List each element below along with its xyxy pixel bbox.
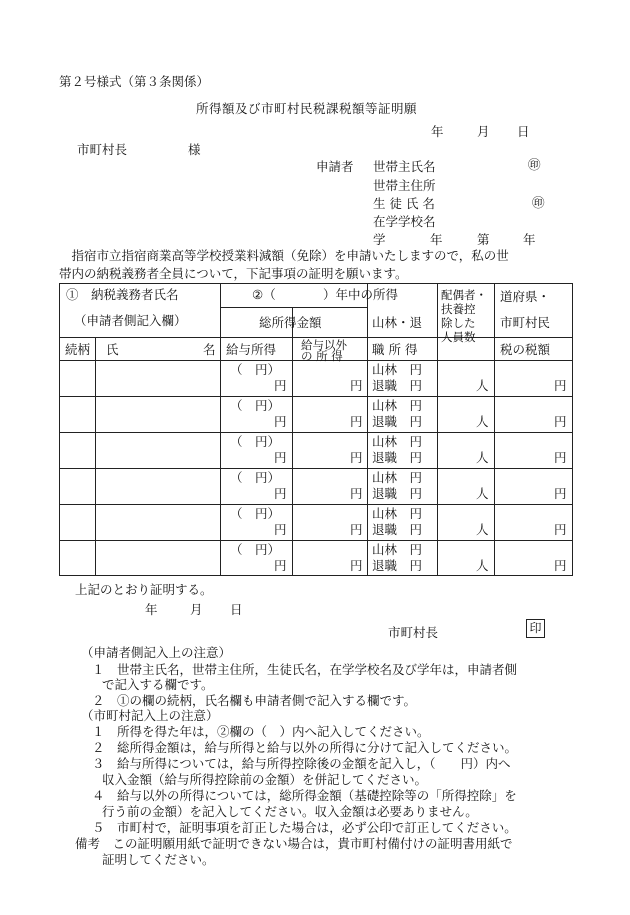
- applicant-notes-title: （申請者側記入上の注意）: [81, 645, 232, 660]
- applicant-note-2: ２ ①の欄の続柄，氏名欄も申請者側で記入する欄です。: [92, 693, 417, 708]
- header-name-a: 氏: [106, 342, 119, 357]
- row-salary-yen: 円: [274, 522, 287, 537]
- municipal-note-3-line-1: ３ 給与所得については，給与所得控除後の金額を記入し，（ 円）内へ: [92, 756, 511, 771]
- municipal-notes-title: （市町村記入上の注意）: [81, 708, 219, 723]
- row-tax-yen: 円: [554, 414, 567, 429]
- header-year-circle: ②（: [252, 287, 276, 302]
- row-forest: 山林 円: [372, 362, 423, 377]
- householder-name-label: 世帯主氏名: [373, 159, 436, 174]
- applicant-note-1-line-2: で記入する欄です。: [102, 677, 214, 692]
- applicant-note-1-line-1: １ 世帯主氏名，世帯主住所，生徒氏名，在学学校名及び学年は，申請者側: [92, 662, 518, 677]
- remark-line-1: 備考 この証明願用紙で証明できない場合は，貴市町村備付けの証明書用紙で: [75, 836, 513, 851]
- header-total-income: 総所得金額: [259, 315, 322, 330]
- row-forest: 山林 円: [372, 542, 423, 557]
- header-tax-2: 市町村民: [500, 315, 551, 330]
- header-forest-2: 職 所 得: [372, 342, 418, 357]
- remark-line-2: 証明してください。: [102, 852, 215, 867]
- row-salary-paren: （ 円）: [230, 434, 281, 449]
- date-month: 月: [477, 124, 490, 139]
- row-dependents-person: 人: [476, 378, 489, 393]
- header-dependents-c: 除した: [441, 316, 476, 330]
- row-other-yen: 円: [350, 486, 363, 501]
- row-other-yen: 円: [350, 522, 363, 537]
- header-name-b: 名: [203, 342, 216, 357]
- row-other-yen: 円: [350, 414, 363, 429]
- header-year-rest: ）年中の所得: [323, 287, 399, 302]
- certify-day: 日: [230, 602, 243, 617]
- row-retire: 退職 円: [372, 522, 423, 537]
- intro-line-2: 帯内の納税義務者全員について，下記事項の証明を願います。: [59, 266, 408, 281]
- row-dependents-person: 人: [476, 450, 489, 465]
- header-other-2: の 所 得: [301, 349, 343, 363]
- row-forest: 山林 円: [372, 398, 423, 413]
- row-dependents-person: 人: [476, 522, 489, 537]
- grade-b: 年: [430, 232, 443, 247]
- row-other-yen: 円: [350, 450, 363, 465]
- school-name-label: 在学学校名: [373, 214, 436, 229]
- row-other-yen: 円: [350, 378, 363, 393]
- row-salary-paren: （ 円）: [230, 470, 281, 485]
- row-retire: 退職 円: [372, 558, 423, 573]
- row-salary-paren: （ 円）: [230, 398, 281, 413]
- row-forest: 山林 円: [372, 470, 423, 485]
- form-number: 第２号様式（第３条関係）: [59, 74, 210, 89]
- row-tax-yen: 円: [554, 558, 567, 573]
- row-tax-yen: 円: [554, 486, 567, 501]
- header-dependents-b: 扶養控: [441, 302, 476, 316]
- householder-address-label: 世帯主住所: [373, 178, 436, 193]
- addressee-honorific: 様: [188, 142, 201, 157]
- row-salary-paren: （ 円）: [230, 542, 281, 557]
- student-name-label: 生 徒 氏 名: [373, 196, 435, 211]
- certify-text: 上記のとおり証明する。: [75, 582, 213, 597]
- header-other-1: 給与以外: [301, 338, 347, 352]
- municipal-note-5: ５ 市町村で，証明事項を訂正した場合は，必ず公印で訂正してください。: [92, 820, 517, 835]
- row-dependents-person: 人: [476, 486, 489, 501]
- row-tax-yen: 円: [554, 450, 567, 465]
- grade-d: 年: [523, 232, 536, 247]
- intro-line-1: 指宿市立指宿商業高等学校授業料減額（免除）を申請いたしますので，私の世: [59, 248, 509, 263]
- row-retire: 退職 円: [372, 378, 423, 393]
- row-salary-yen: 円: [274, 414, 287, 429]
- row-tax-yen: 円: [554, 378, 567, 393]
- row-forest: 山林 円: [372, 434, 423, 449]
- seal-mark-householder: ㊞: [528, 157, 541, 172]
- certify-month: 月: [190, 602, 203, 617]
- header-relation: 続柄: [65, 342, 91, 357]
- grade-c: 第: [477, 232, 490, 247]
- header-salary: 給与所得: [226, 342, 277, 357]
- addressee: 市町村長: [77, 142, 128, 157]
- row-salary-yen: 円: [274, 558, 287, 573]
- row-other-yen: 円: [350, 558, 363, 573]
- row-salary-paren: （ 円）: [230, 506, 281, 521]
- header-tax-1: 道府県・: [500, 289, 551, 304]
- row-retire: 退職 円: [372, 486, 423, 501]
- row-salary-paren: （ 円）: [230, 362, 281, 377]
- header-forest-1: 山林・退: [372, 315, 423, 330]
- row-tax-yen: 円: [554, 522, 567, 537]
- page-title: 所得額及び市町村民税課税額等証明願: [196, 101, 418, 116]
- row-forest: 山林 円: [372, 506, 423, 521]
- grade-a: 学: [373, 232, 386, 247]
- row-retire: 退職 円: [372, 450, 423, 465]
- municipal-note-3-line-2: 収入金額（給与所得控除前の金額）を併記してください。: [102, 772, 428, 787]
- certify-mayor: 市町村長: [388, 625, 439, 640]
- row-retire: 退職 円: [372, 414, 423, 429]
- row-salary-yen: 円: [274, 486, 287, 501]
- income-certificate-table: [59, 283, 573, 576]
- row-dependents-person: 人: [476, 558, 489, 573]
- header-tax-3: 税の税額: [500, 342, 551, 357]
- official-seal-box: [526, 619, 545, 638]
- header-dependents-a: 配偶者・: [441, 288, 487, 302]
- row-salary-yen: 円: [274, 378, 287, 393]
- date-year: 年: [431, 124, 444, 139]
- applicant-label: 申請者: [316, 159, 354, 174]
- row-salary-yen: 円: [274, 450, 287, 465]
- seal-mark-student: ㊞: [532, 195, 545, 210]
- municipal-note-4-line-1: ４ 給与以外の所得については，総所得金額（基礎控除等の「所得控除」を: [92, 788, 517, 803]
- municipal-note-2: ２ 総所得金額は，給与所得と給与以外の所得に分けて記入してください。: [92, 740, 518, 755]
- header-applicant-column: （申請者側記入欄）: [74, 313, 187, 328]
- certify-year: 年: [145, 602, 158, 617]
- municipal-note-1: １ 所得を得た年は，②欄の（ ）内へ記入してください。: [92, 724, 430, 739]
- header-dependents-d: 人員数: [441, 330, 476, 344]
- row-dependents-person: 人: [476, 414, 489, 429]
- header-taxpayer: ① 納税義務者氏名: [66, 287, 179, 302]
- municipal-note-4-line-2: 行う前の金額）を記入してください。収入金額は必要ありません。: [102, 804, 478, 819]
- date-day: 日: [517, 124, 530, 139]
- official-seal: 印: [526, 619, 545, 638]
